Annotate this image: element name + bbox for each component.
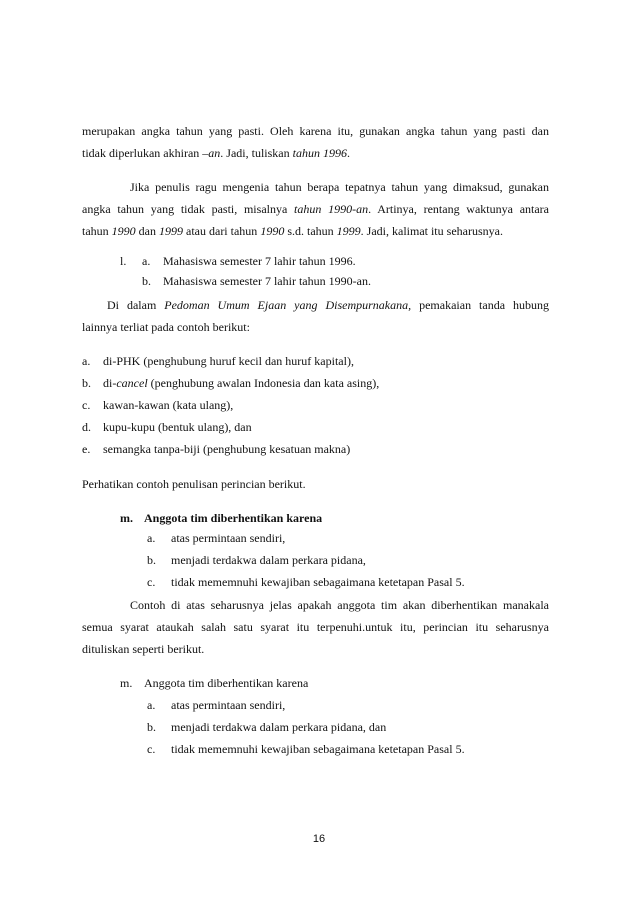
subitem-text: atas permintaan sendiri, xyxy=(171,698,286,712)
list-item-label: c. xyxy=(82,398,91,412)
example-l-a-label: a. xyxy=(142,254,151,268)
list-item-text: di- xyxy=(103,376,117,390)
paragraph-3-line-1: Di dalam Pedoman Umum Ejaan yang Disempurnakana, pemakaian tanda hubung xyxy=(107,298,549,312)
example-m1-number: m. xyxy=(120,511,133,525)
subitem-label: c. xyxy=(147,742,156,756)
list-item-text: (penghubung awalan Indonesia dan kata asing), xyxy=(147,376,380,390)
paragraph-5-line-1: Contoh di atas seharusnya jelas apakah anggota tim akan diberhentikan manakala xyxy=(130,598,549,612)
list-item-label: d. xyxy=(82,420,91,434)
subitem-text: atas permintaan sendiri, xyxy=(171,531,286,545)
example-m2-number: m. xyxy=(120,676,133,690)
list-item-text: kupu-kupu (bentuk ulang), dan xyxy=(103,420,252,434)
list-item xyxy=(103,419,252,435)
subitem-text: menjadi terdakwa dalam perkara pidana, xyxy=(171,553,366,567)
paragraph-3-line-2: lainnya terliat pada contoh berikut: xyxy=(82,320,250,334)
list-item xyxy=(103,375,379,391)
list-item xyxy=(103,353,354,369)
paragraph-2-line-1: Jika penulis ragu mengenia tahun berapa tepatnya tahun yang dimaksud, gunakan xyxy=(130,180,549,194)
example-l-b-text: Mahasiswa semester 7 lahir tahun 1990-an. xyxy=(163,274,371,288)
example-m1-heading: Anggota tim diberhentikan karena xyxy=(144,511,323,525)
list-item-text: semangka tanpa-biji (penghubung kesatuan makna) xyxy=(103,442,351,456)
list-item xyxy=(103,441,350,457)
example-l-b-label: b. xyxy=(142,274,151,288)
paragraph-2-line-2: angka tahun yang tidak pasti, misalnya tahun 1990-an. Artinya, rentang waktunya antara xyxy=(82,202,550,216)
list-item-text: (penghubung huruf kecil dan huruf kapital), xyxy=(140,354,354,368)
list-item-label: b. xyxy=(82,376,91,390)
paragraph-5-line-3: dituliskan seperti berikut. xyxy=(82,642,205,656)
subitem-label: c. xyxy=(147,575,156,589)
subitem-text: menjadi terdakwa dalam perkara pidana, dan xyxy=(171,720,387,734)
paragraph-4: Perhatikan contoh penulisan perincian berikut. xyxy=(82,477,306,491)
subitem-text: tidak mememnuhi kewajiban sebagaimana ketetapan Pasal 5. xyxy=(171,575,465,589)
list-item-label: e. xyxy=(82,442,91,456)
page-number: 16 xyxy=(312,833,326,845)
list-item xyxy=(103,397,233,413)
example-l-a-text: Mahasiswa semester 7 lahir tahun 1996. xyxy=(163,254,356,268)
list-item-text: kawan-kawan (kata ulang), xyxy=(103,398,234,412)
subitem-text: tidak mememnuhi kewajiban sebagaimana ketetapan Pasal 5. xyxy=(171,742,465,756)
paragraph-5-line-2: semua syarat ataukah salah satu syarat itu terpenuhi.untuk itu, perincian itu seharusnya xyxy=(82,620,549,634)
list-item-text: di-PHK xyxy=(103,354,141,368)
subitem-label: a. xyxy=(147,698,156,712)
example-l-number: l. xyxy=(120,254,127,268)
paragraph-1-line-1: merupakan angka tahun yang pasti. Oleh karena itu, gunakan angka tahun yang pasti dan xyxy=(82,124,549,138)
list-item-italic: cancel xyxy=(116,376,148,390)
example-m2-heading: Anggota tim diberhentikan karena xyxy=(144,676,309,690)
list-item-label: a. xyxy=(82,354,91,368)
paragraph-2-line-3: tahun 1990 dan 1999 atau dari tahun 1990 s.d. tahun 1999. Jadi, kalimat itu seharusnya. xyxy=(82,224,503,238)
subitem-label: a. xyxy=(147,531,156,545)
subitem-label: b. xyxy=(147,553,156,567)
subitem-label: b. xyxy=(147,720,156,734)
paragraph-1-line-2: tidak diperlukan akhiran –an. Jadi, tuliskan tahun 1996. xyxy=(82,146,350,160)
